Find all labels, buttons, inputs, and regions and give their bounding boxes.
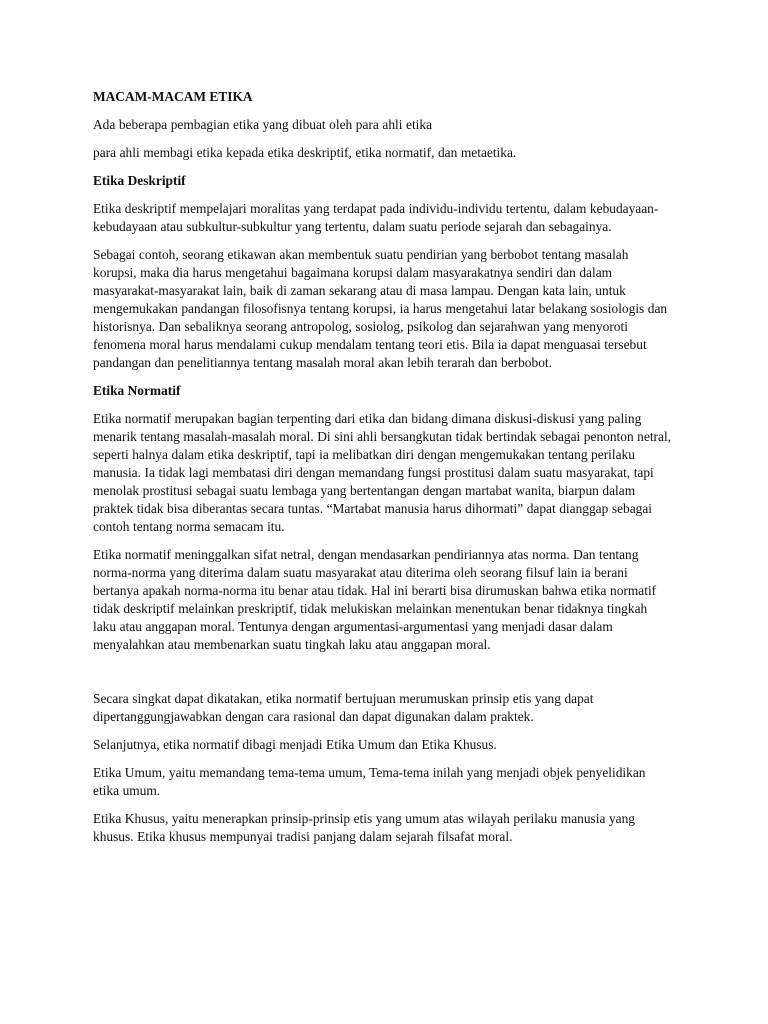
intro-paragraph-1: Ada beberapa pembagian etika yang dibuat oleh para ahli etika bbox=[93, 117, 433, 132]
heading-etika-normatif: Etika Normatif bbox=[93, 383, 181, 398]
deskriptif-paragraph-2: Sebagai contoh, seorang etikawan akan membentuk suatu pendirian yang berbobot tentang masalah korupsi, maka dia harus mengetahui bagaimana korupsi dalam masyarakatnya sendiri dan dalam masyarakat-masyarakat lain, baik di zaman sekarang atau di masa lampau. Dengan kata lain, untuk mengemukakan pandangan filosofisnya tentang korupsi, ia harus mengetahui latar belakang sosiologis dan historisnya. Dan sebaliknya seorang antropolog, sosiolog, psikolog dan sejarahwan yang menyoroti fenomena moral harus mendalami cukup mendalam tentang teori etis. Bila ia dapat menguasai tersebut pandangan dan penelitiannya tentang masalah moral akan lebih terarah dan berbobot. bbox=[93, 247, 668, 370]
normatif-paragraph-2: Etika normatif meninggalkan sifat netral, dengan mendasarkan pendiriannya atas norma. Dan tentang norma-norma yang diterima dalam suatu masyarakat atau diterima oleh seorang filsuf lain ia berani bertanya apakah norma-norma itu benar atau tidak. Hal ini berarti bisa dirumuskan bahwa etika normatif tidak deskriptif melainkan preskriptif, tidak melukiskan melainkan menentukan benar tidaknya tingkah laku atau anggapan moral. Tentunya dengan argumentasi-argumentasi yang menjadi dasar dalam menyalahkan atau membenarkan suatu tingkah laku atau anggapan moral. bbox=[93, 547, 657, 652]
normatif-paragraph-1: Etika normatif merupakan bagian terpenting dari etika dan bidang dimana diskusi-diskusi yang paling menarik tentang masalah-masalah moral. Di sini ahli bersangkutan tidak bertindak sebagai penonton netral, seperti halnya dalam etika deskriptif, tapi ia melibatkan diri dengan mengemukakan tentang perilaku manusia. Ia tidak lagi membatasi diri dengan memandang fungsi prostitusi dalam suatu masyarakat, tapi menolak prostitusi sebagai suatu lembaga yang bertentangan dengan martabat wanita, biarpun dalam praktek tidak bisa diberantas secara tuntas. “Martabat manusia harus dihormati” dapat dianggap sebagai contoh tentang norma semacam itu. bbox=[93, 411, 672, 534]
normatif-paragraph-6: Etika Khusus, yaitu menerapkan prinsip-prinsip etis yang umum atas wilayah perilaku manusia yang khusus. Etika khusus mempunyai tradisi panjang dalam sejarah filsafat moral. bbox=[93, 811, 635, 844]
deskriptif-paragraph-1: Etika deskriptif mempelajari moralitas yang terdapat pada individu-individu tertentu, dalam kebudayaan-kebudayaan atau subkultur-subkultur yang tertentu, dalam suatu periode sejarah dan sebagainya. bbox=[93, 201, 659, 234]
document-page bbox=[93, 88, 671, 856]
intro-paragraph-2: para ahli membagi etika kepada etika deskriptif, etika normatif, dan metaetika. bbox=[93, 145, 517, 160]
normatif-paragraph-5: Etika Umum, yaitu memandang tema-tema umum, Tema-tema inilah yang menjadi objek penyelidikan etika umum. bbox=[93, 765, 646, 798]
normatif-paragraph-4: Selanjutnya, etika normatif dibagi menjadi Etika Umum dan Etika Khusus. bbox=[93, 737, 497, 752]
normatif-paragraph-3: Secara singkat dapat dikatakan, etika normatif bertujuan merumuskan prinsip etis yang dapat dipertanggungjawabkan dengan cara rasional dan dapat digunakan dalam praktek. bbox=[93, 691, 594, 724]
heading-etika-deskriptif: Etika Deskriptif bbox=[93, 173, 186, 188]
blank-line bbox=[93, 664, 671, 690]
document-title: MACAM-MACAM ETIKA bbox=[93, 89, 253, 104]
